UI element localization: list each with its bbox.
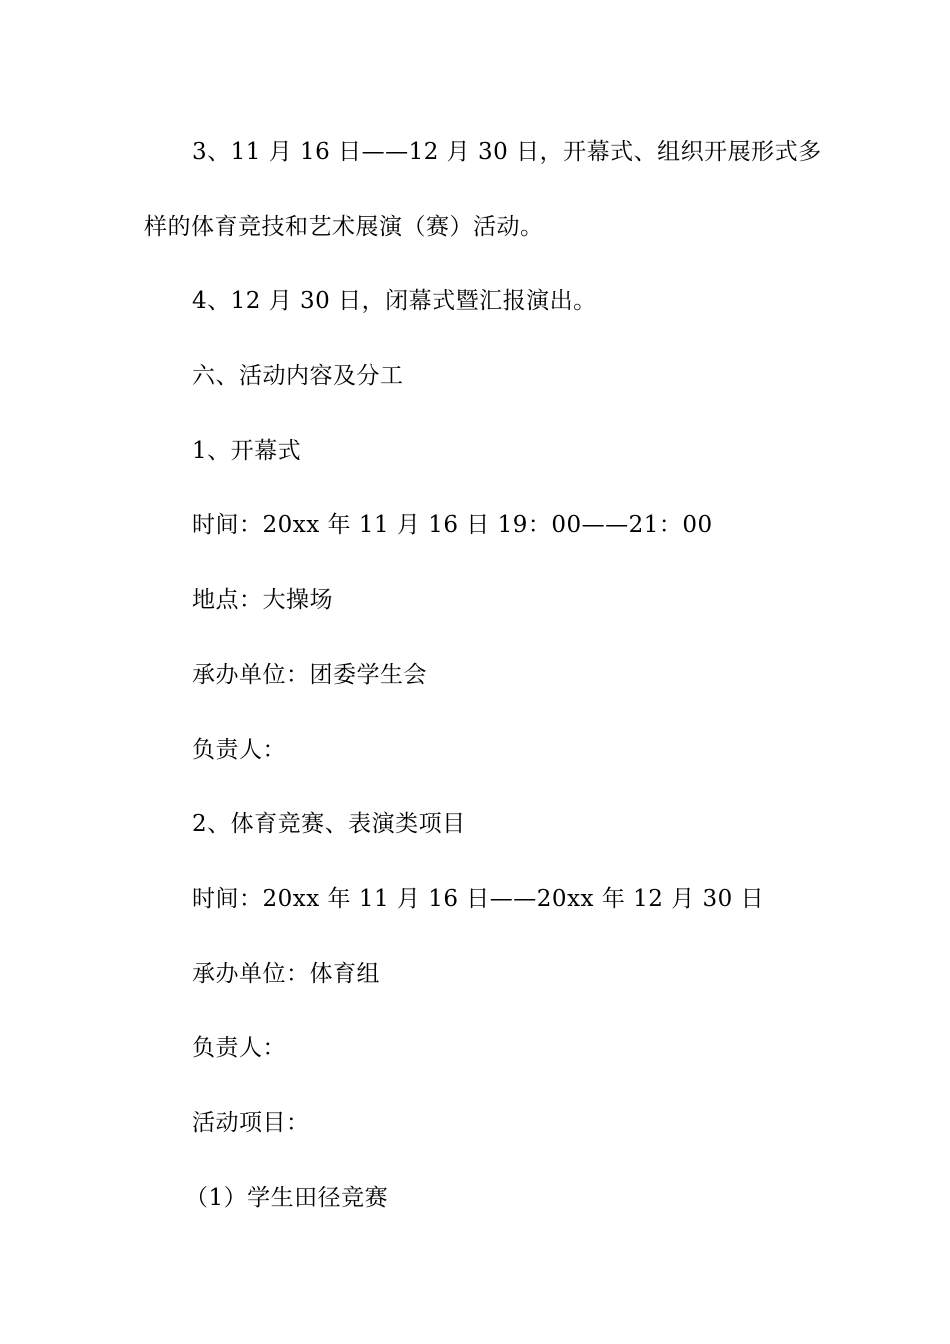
section-heading-six: 六、活动内容及分工 [192, 363, 404, 389]
activity-item-1: （1）学生田径竞赛 [185, 1185, 389, 1211]
opening-organizer: 承办单位：团委学生会 [192, 662, 427, 688]
paragraph-schedule-3-line2: 样的体育竞技和艺术展演（赛）活动。 [144, 214, 544, 240]
subheading-opening-ceremony: 1、开幕式 [192, 438, 302, 464]
opening-person-in-charge: 负责人： [192, 737, 286, 763]
sports-person-in-charge: 负责人： [192, 1035, 286, 1061]
sports-organizer: 承办单位：体育组 [192, 961, 380, 987]
subheading-sports-events: 2、体育竞赛、表演类项目 [192, 811, 466, 837]
paragraph-schedule-3-line1: 3、11 月 16 日——12 月 30 日，开幕式、组织开展形式多 [192, 139, 822, 165]
sports-time: 时间：20xx 年 11 月 16 日——20xx 年 12 月 30 日 [192, 886, 765, 912]
opening-location: 地点：大操场 [192, 587, 333, 613]
opening-time: 时间：20xx 年 11 月 16 日 19：00——21：00 [192, 512, 713, 538]
paragraph-schedule-4: 4、12 月 30 日，闭幕式暨汇报演出。 [192, 288, 597, 314]
activity-items-label: 活动项目： [192, 1110, 310, 1136]
